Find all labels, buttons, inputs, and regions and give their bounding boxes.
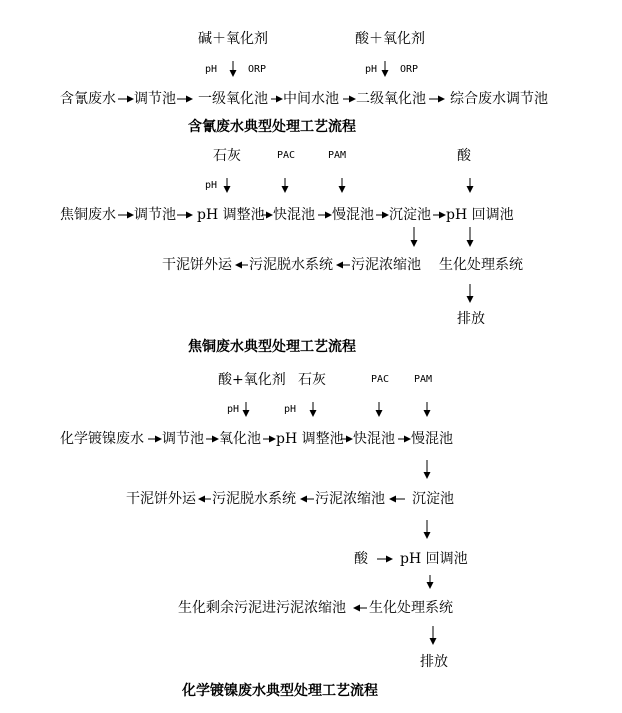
pam-label: PAM	[414, 374, 433, 385]
ph-label-2: pH	[365, 64, 378, 75]
settling-tank-node: 沉淀池	[412, 491, 454, 507]
sludge-dewatering-node: 污泥脱水系统	[212, 491, 296, 507]
slow-mix-node: 慢混池	[411, 431, 453, 447]
orp-label-2: ORP	[400, 64, 419, 75]
bio-treatment-node: 生化处理系统	[369, 600, 453, 616]
bio-treatment-node: 生化处理系统	[439, 257, 523, 273]
ph-adjust-tank-node: pH 调整池	[276, 431, 344, 447]
secondary-oxidation-node: 二级氧化池	[356, 91, 426, 107]
copper-wastewater-node: 焦铜废水	[60, 207, 116, 223]
pac-label: PAC	[371, 374, 390, 385]
oxidation-tank-node: 氧化池	[219, 431, 261, 447]
acid-oxidant-label: 酸＋氧化剂	[355, 31, 425, 47]
pac-label: PAC	[277, 150, 296, 161]
combined-equalization-node: 综合废水调节池	[450, 91, 548, 107]
slow-mix-node: 慢混池	[332, 207, 374, 223]
lime-label: 石灰	[298, 372, 326, 388]
ph-label-1: pH	[227, 404, 240, 415]
discharge-node: 排放	[457, 311, 485, 327]
nickel-wastewater-node: 化学镀镍废水	[60, 431, 144, 447]
intermediate-tank-node: 中间水池	[283, 91, 339, 107]
rapid-mix-node: 快混池	[273, 207, 315, 223]
ph-readjust-node: pH 回调池	[446, 207, 514, 223]
sludge-thickener-node: 污泥浓缩池	[351, 257, 421, 273]
pam-label: PAM	[328, 150, 347, 161]
cyanide-diagram-caption: 含氰废水典型处理工艺流程	[188, 119, 356, 135]
rapid-mix-node: 快混池	[353, 431, 395, 447]
orp-label-1: ORP	[248, 64, 267, 75]
ph-adjust-tank-node: pH 调整池	[197, 207, 265, 223]
equalization-tank-node: 调节池	[162, 431, 204, 447]
dry-cake-node: 干泥饼外运	[126, 491, 196, 507]
equalization-tank-node: 调节池	[134, 207, 176, 223]
alkali-oxidant-label: 碱＋氧化剂	[198, 31, 268, 47]
lime-label: 石灰	[213, 148, 241, 164]
ph-label-1: pH	[205, 64, 218, 75]
acid-label: 酸	[354, 551, 368, 567]
acid-label: 酸	[457, 148, 471, 164]
primary-oxidation-node: 一级氧化池	[198, 91, 268, 107]
sludge-dewatering-node: 污泥脱水系统	[249, 257, 333, 273]
equalization-tank-node: 调节池	[134, 91, 176, 107]
ph-label-2: pH	[284, 404, 297, 415]
bio-sludge-node: 生化剩余污泥进污泥浓缩池	[178, 600, 346, 616]
nickel-diagram-caption: 化学镀镍废水典型处理工艺流程	[182, 683, 378, 699]
settling-tank-node: 沉淀池	[389, 207, 431, 223]
discharge-node: 排放	[420, 654, 448, 670]
acid-oxidant-label: 酸+氧化剂	[218, 372, 286, 388]
cyanide-wastewater-node: 含氰废水	[60, 91, 116, 107]
ph-label: pH	[205, 180, 218, 191]
sludge-thickener-node: 污泥浓缩池	[315, 491, 385, 507]
ph-readjust-node: pH 回调池	[400, 551, 468, 567]
dry-cake-node: 干泥饼外运	[162, 257, 232, 273]
copper-diagram-caption: 焦铜废水典型处理工艺流程	[188, 339, 356, 355]
